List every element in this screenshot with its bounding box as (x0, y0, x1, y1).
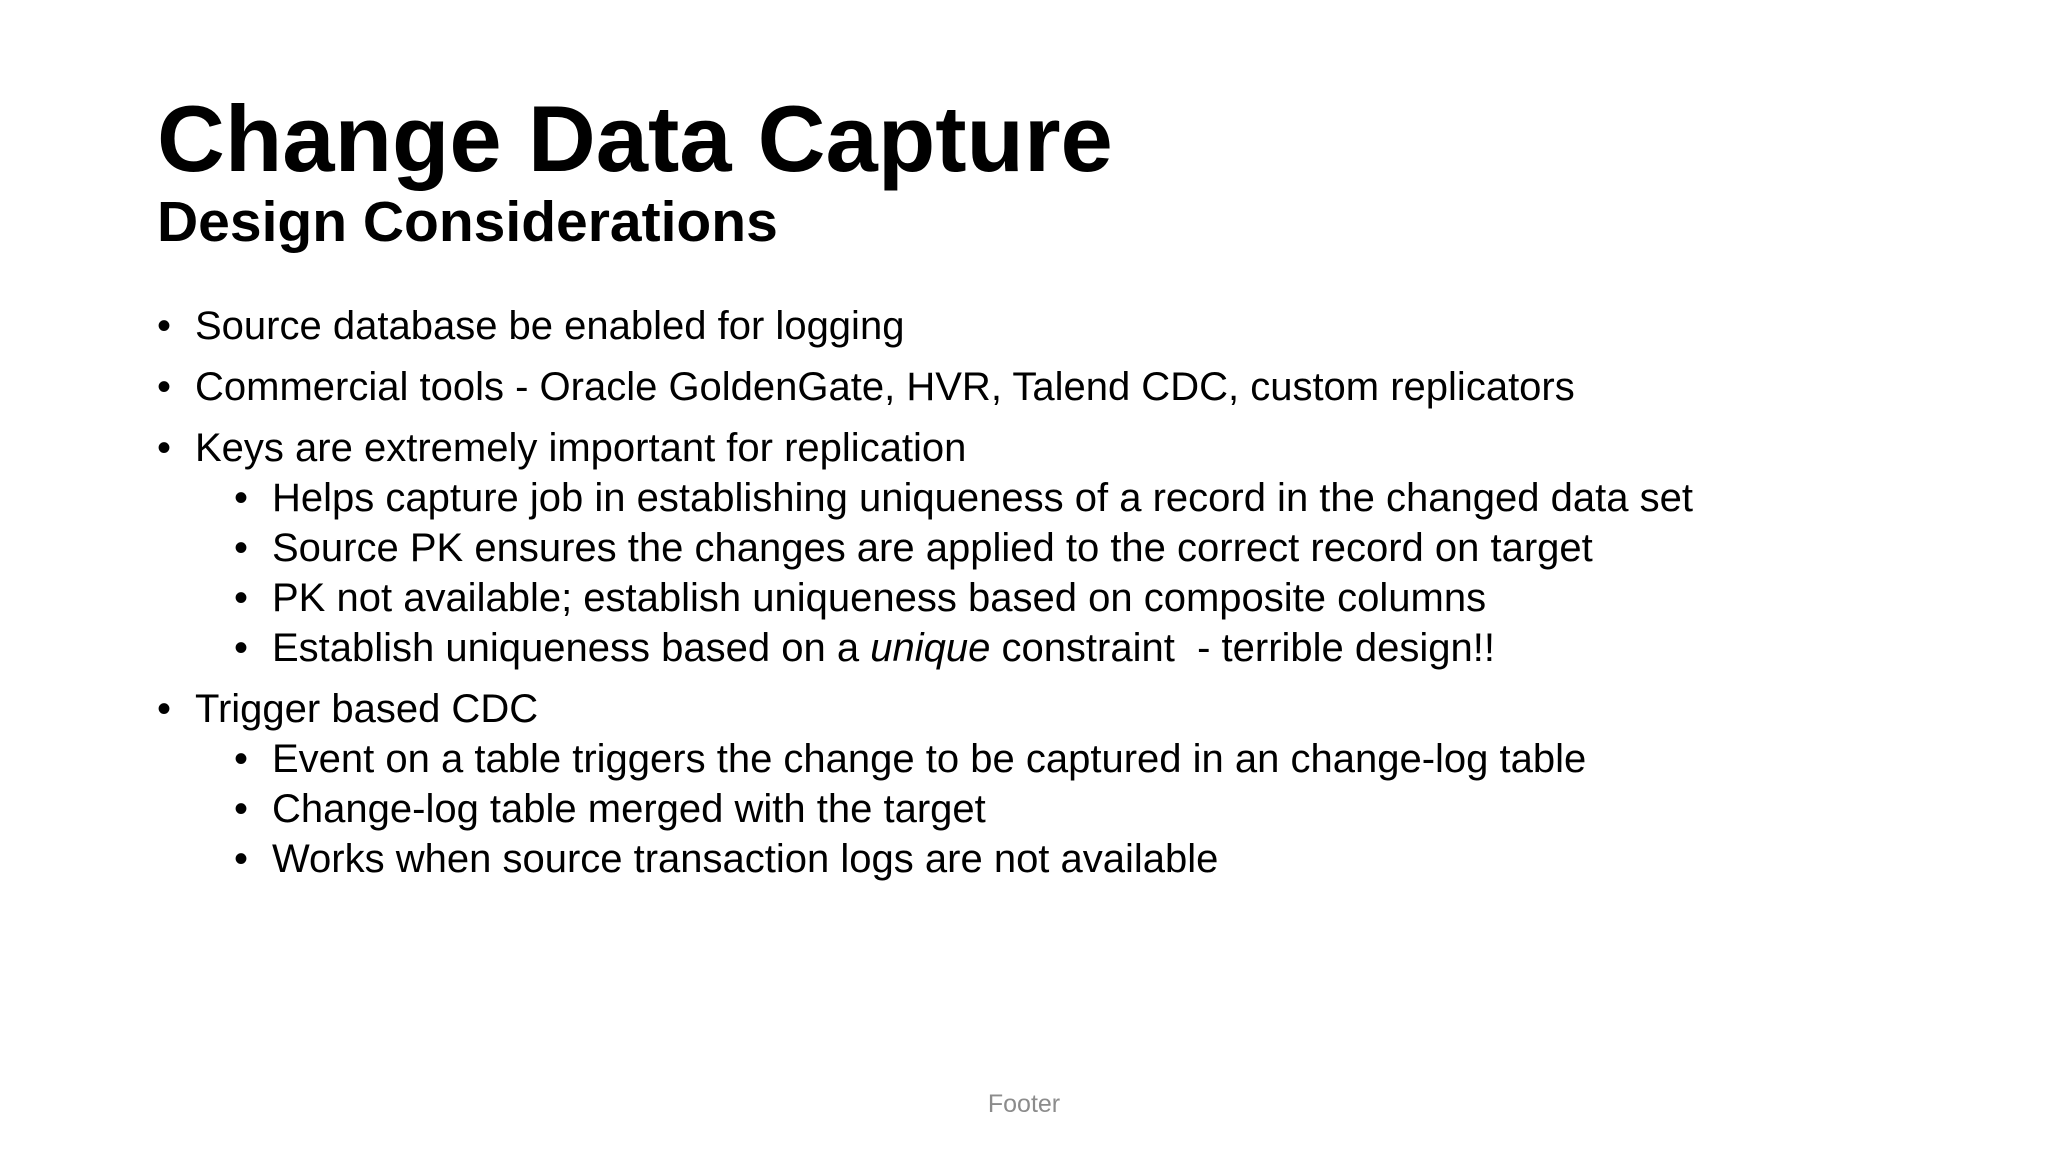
bullet-item (157, 684, 1977, 734)
bullet-marker: • (157, 426, 172, 470)
bullet-item (157, 362, 1977, 412)
bullet-item (157, 301, 1977, 351)
bullet-marker: • (157, 365, 172, 409)
sub-bullet-item (157, 573, 1977, 623)
sub-bullet-text: PK not available; establish uniqueness based on composite columns (272, 576, 1487, 620)
sub-bullet-text-italic: unique (870, 626, 991, 670)
bullet-marker: • (234, 526, 249, 570)
sub-bullet-text: Source PK ensures the changes are applied to the correct record on target (272, 526, 1593, 570)
bullet-marker: • (234, 737, 249, 781)
bullet-marker: • (234, 837, 249, 881)
sub-bullet-item (157, 523, 1977, 573)
sub-bullet-item (157, 734, 1977, 784)
sub-bullet-item (157, 834, 1977, 884)
slide-subtitle: Design Considerations (157, 190, 778, 254)
bullet-text: Commercial tools - Oracle GoldenGate, HVR, Talend CDC, custom replicators (195, 365, 1575, 409)
sub-bullet-item (157, 623, 1977, 673)
slide-title: Change Data Capture (157, 86, 1113, 191)
bullet-item (157, 423, 1977, 473)
sub-bullet-text-before: Establish uniqueness based on a (272, 626, 871, 670)
sub-bullet-list (157, 734, 1977, 884)
bullet-list (157, 301, 1977, 884)
bullet-marker: • (234, 476, 249, 520)
bullet-marker: • (234, 787, 249, 831)
bullet-text: Keys are extremely important for replication (195, 426, 967, 470)
bullet-marker: • (234, 576, 249, 620)
bullet-marker: • (157, 687, 172, 731)
sub-bullet-item (157, 784, 1977, 834)
sub-bullet-text: Helps capture job in establishing uniqueness of a record in the changed data set (272, 476, 1693, 520)
sub-bullet-list (157, 473, 1977, 673)
sub-bullet-text: Works when source transaction logs are not available (272, 837, 1219, 881)
slide-footer: Footer (987, 1090, 1061, 1118)
bullet-marker: • (234, 626, 249, 670)
sub-bullet-text-after: constraint - terrible design!! (990, 626, 1495, 670)
sub-bullet-text: Event on a table triggers the change to be captured in an change-log table (272, 737, 1587, 781)
bullet-text: Source database be enabled for logging (195, 304, 905, 348)
bullet-marker: • (157, 304, 172, 348)
bullet-text: Trigger based CDC (195, 687, 539, 731)
sub-bullet-item (157, 473, 1977, 523)
sub-bullet-text: Change-log table merged with the target (272, 787, 986, 831)
